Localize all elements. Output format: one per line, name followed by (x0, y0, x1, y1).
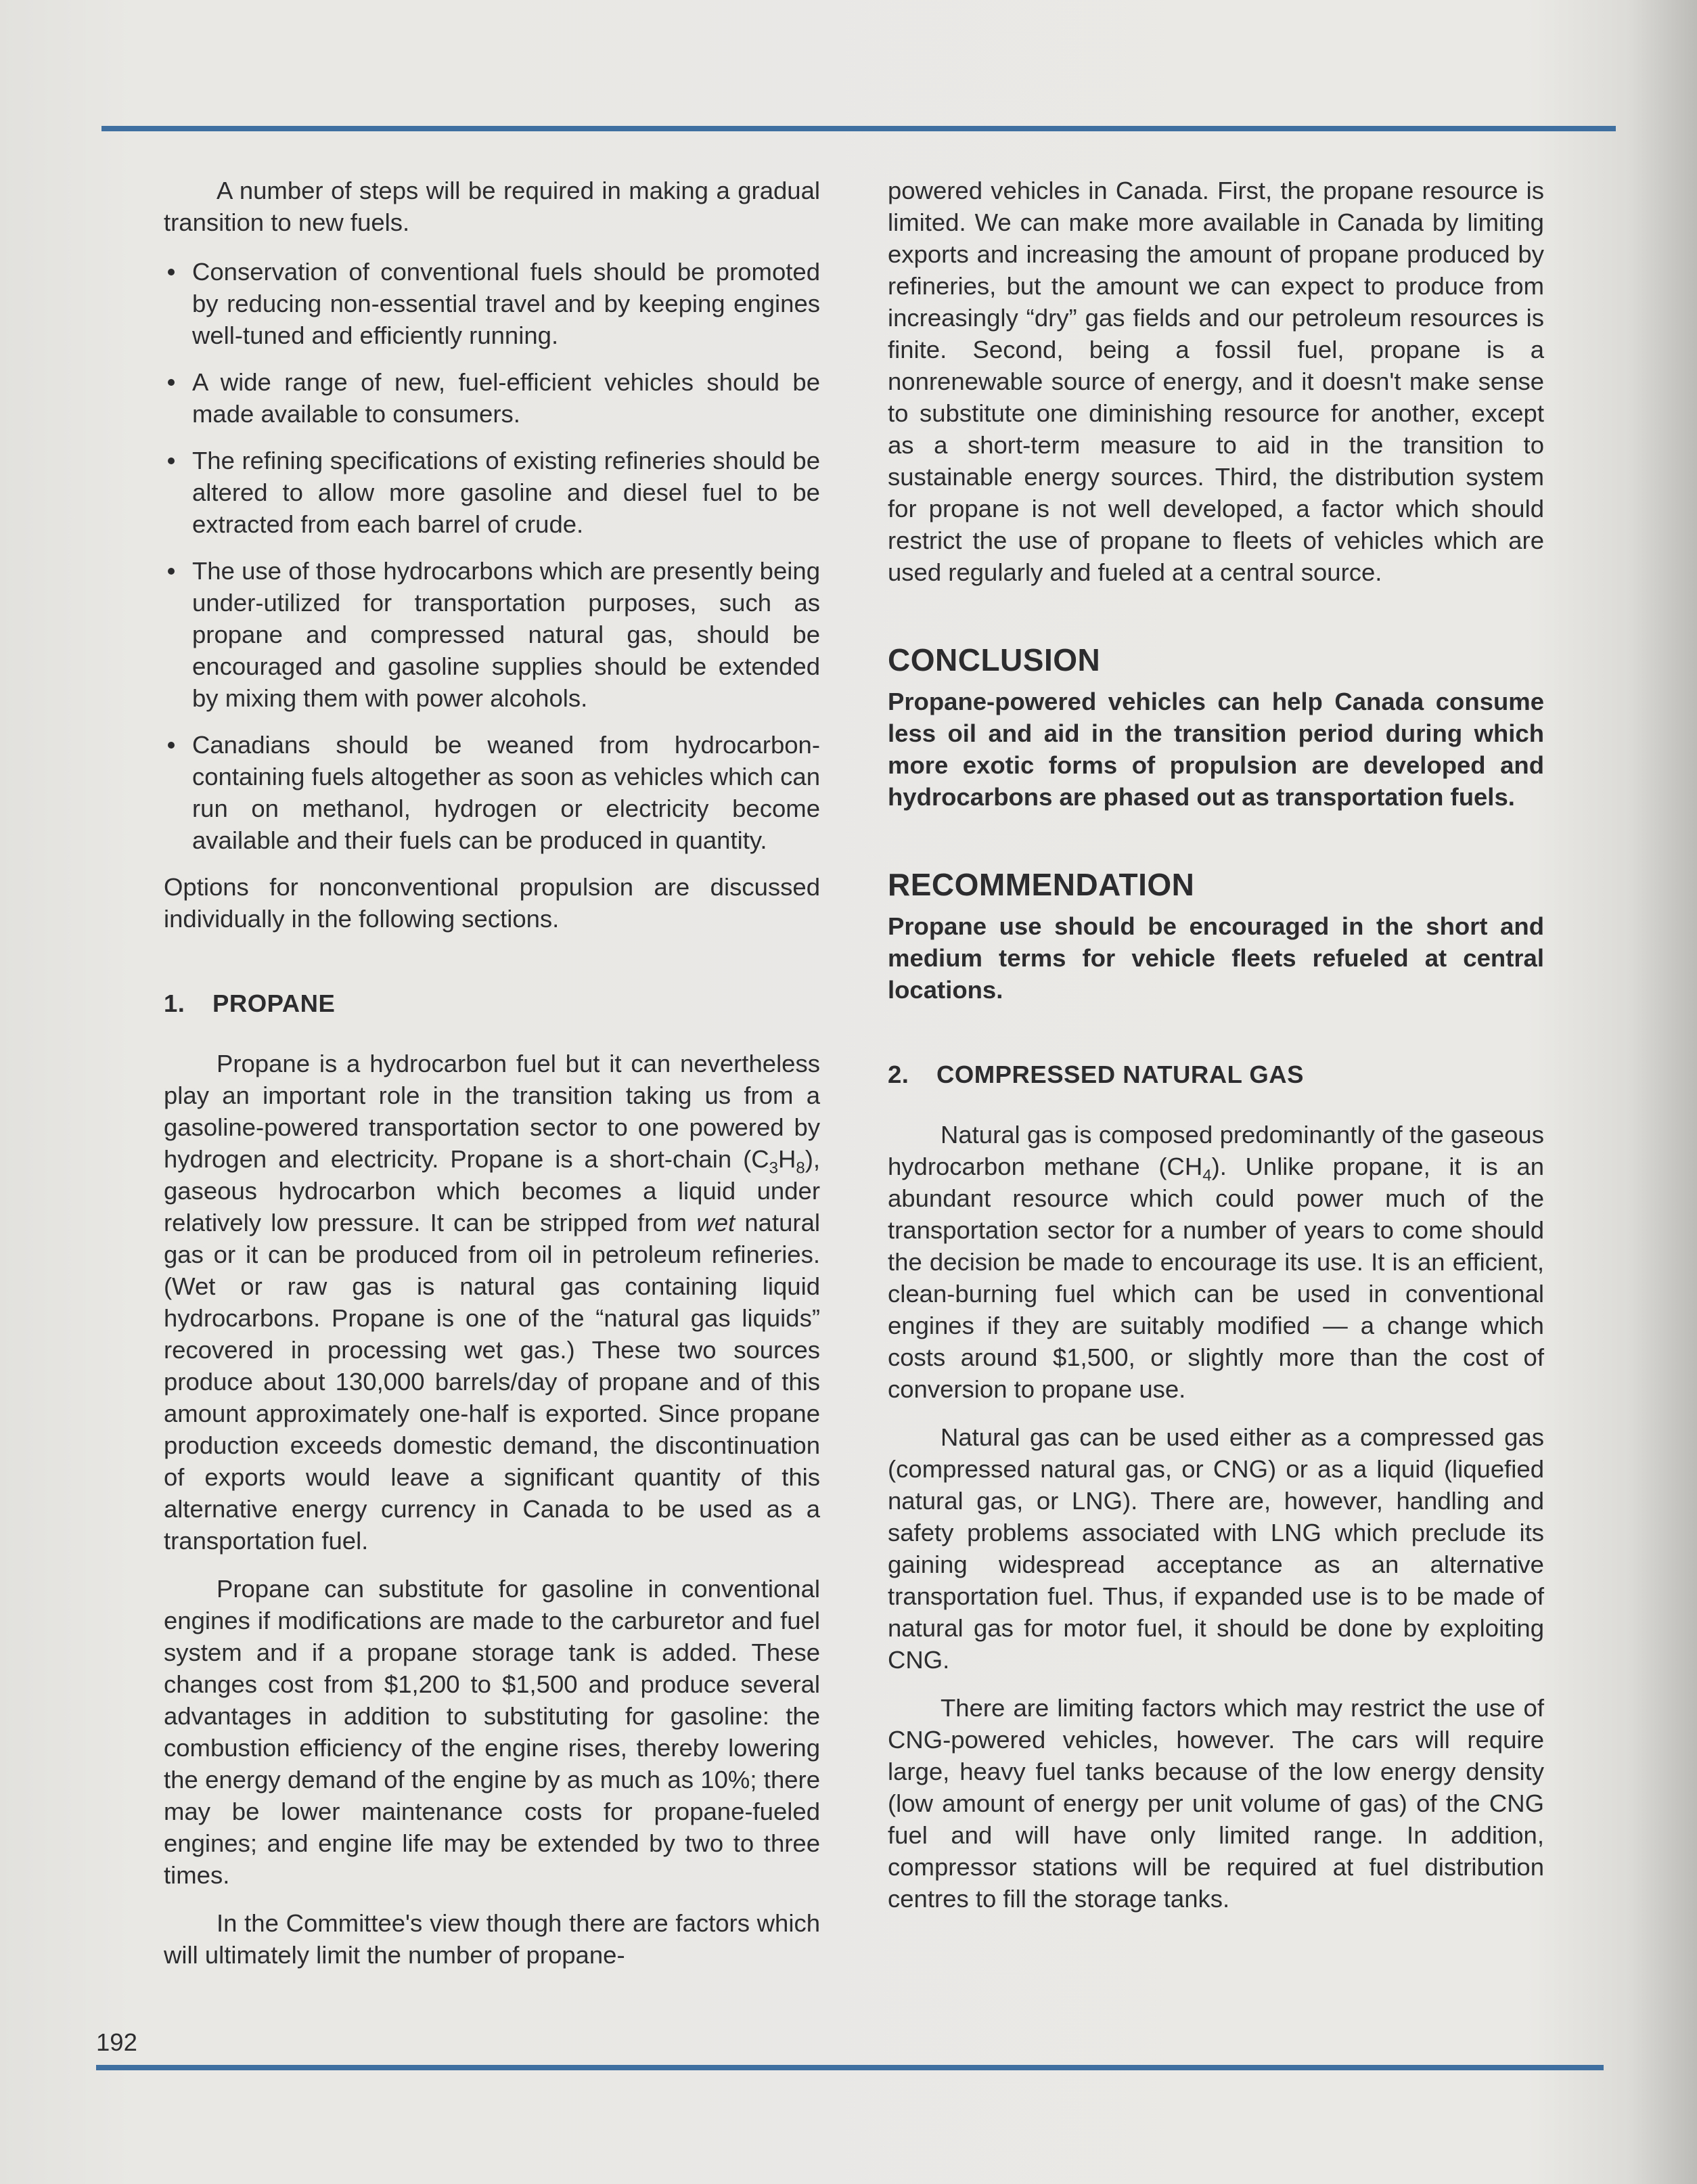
propane-paragraph-2: Propane can substitute for gasoline in conventional engines if modifications are made to the carburetor and fuel system and if a propane storage tank is added. These changes cost from $1,200 to $1,500 and produce several advantages in addition to substituting for gasoline: the combustion efficiency of the engine rises, thereby lowering the energy demand of the engine by as much as 10%; there may be lower maintenance costs for propane-fueled engines; and engine life may be extended by two to three times. (164, 1575, 820, 1889)
options-paragraph: Options for nonconventional propulsion are discussed individually in the following sections. (164, 873, 820, 933)
section-number: 1. (164, 989, 185, 1017)
list-item: The use of those hydrocarbons which are presently being under-utilized for transportation purposes, such as propane and compressed natural gas, should be encouraged and gasoline supplies should be extended by mixing them with power alcohols. (164, 555, 820, 714)
bullet-icon (168, 568, 175, 575)
list-item: Conservation of conventional fuels should be promoted by reducing non-essential travel and by keeping engines well-tuned and efficiently running. (164, 256, 820, 351)
page-number: 192 (96, 2028, 137, 2056)
conclusion-text: Propane-powered vehicles can help Canada consume less oil and aid in the transition period during which more exotic forms of propulsion are developed and hydrocarbons are phased out as transportation fuels. (888, 688, 1544, 811)
cng-paragraph-1: Natural gas is composed predominantly of the gaseous hydrocarbon methane $(CH_4)$. Unlike propane, it is an abundant resource which could power much of the transportation sector for a number of years to come should the decision be made to encourage its use. It is an efficient, clean-burning fuel which can be used in conventional engines if they are suitably modified — a change which costs around $1,500, or slightly more than the cost of conversion to propane use. (888, 1121, 1545, 1403)
intro-paragraph: A number of steps will be required in making a gradual transition to new fuels. (164, 177, 820, 236)
bullet-icon (168, 269, 175, 275)
steps-list (164, 256, 820, 856)
recommendation-heading: RECOMMENDATION (888, 867, 1195, 902)
top-rule (101, 126, 1616, 131)
cng-paragraph-2: Natural gas can be used either as a compressed gas (compressed natural gas, or CNG) or as a liquid (liquefied natural gas, or LNG). There are, however, handling and safety problems associated with LNG which preclude its gaining widespread acceptance as an alternative transportation fuel. Thus, if expanded use is to be made of natural gas for motor fuel, it should be done by exploiting CNG. (888, 1423, 1544, 1674)
list-item: A wide range of new, fuel-efficient vehicles should be made available to consumers. (164, 366, 820, 430)
list-item: Canadians should be weaned from hydrocarbon-containing fuels altogether as soon as vehicles which can run on methanol, hydrogen or electricity become available and their fuels can be produced in quantity. (164, 729, 820, 856)
bottom-rule (96, 2065, 1604, 2070)
propane-heading (164, 987, 820, 1019)
section-title: PROPANE (212, 989, 336, 1017)
cng-heading (888, 1058, 1544, 1090)
bullet-icon (168, 742, 175, 749)
bullet-icon (168, 379, 175, 386)
propane-paragraph-1: Propane is a hydrocarbon fuel but it can nevertheless play an important role in the transition taking us from a gasoline-powered transportation sector to one powered by hydrogen and electricity. Propane is a short-chain $(C_3H_8)$, gaseous hydrocarbon which becomes a liquid under relatively low pressure. It can be stripped from wet natural gas or it can be produced from oil in petroleum refineries. (Wet or raw gas is natural gas containing liquid hydrocarbons. Propane is one of the “natural gas liquids” recovered in processing wet gas.) These two sources produce about 130,000 barrels/day of propane and of this amount approximately one-half is exported. Since propane production exceeds domestic demand, the discontinuation of exports would leave a significant quantity of this alternative energy currency in Canada to be used as a transportation fuel. (164, 1050, 820, 1555)
conclusion-heading: CONCLUSION (888, 642, 1101, 677)
recommendation-text: Propane use should be encouraged in the short and medium terms for vehicle fleets refueled at central locations. (888, 912, 1544, 1004)
propane-paragraph-3: In the Committee's view though there are factors which will ultimately limit the number of propane- (164, 1909, 820, 1969)
left-column (164, 175, 820, 1971)
list-item: The refining specifications of existing refineries should be altered to allow more gasoline and diesel fuel to be extracted from each barrel of crude. (164, 445, 820, 540)
section-title: COMPRESSED NATURAL GAS (936, 1061, 1304, 1088)
section-number: 2. (888, 1061, 909, 1088)
bullet-icon (168, 458, 175, 464)
cng-paragraph-3: There are limiting factors which may restrict the use of CNG-powered vehicles, however. The cars will require large, heavy fuel tanks because of the low energy density (low amount of energy per unit volume of gas) of the CNG fuel and will have only limited range. In addition, compressor stations will be required at fuel distribution centres to fill the storage tanks. (888, 1694, 1544, 1913)
right-column (888, 175, 1544, 1915)
propane-continued-paragraph: powered vehicles in Canada. First, the propane resource is limited. We can make more available in Canada by limiting exports and increasing the amount of propane produced by refineries, but the amount we can expect to produce from increasingly “dry” gas fields and our petroleum resources is finite. Second, being a fossil fuel, propane is a nonrenewable source of energy, and it doesn't make sense to substitute one diminishing resource for another, except as a short-term measure to aid in the transition to sustainable energy sources. Third, the distribution system for propane is not well developed, a factor which should restrict the use of propane to fleets of vehicles which are used regularly and fueled at a central source. (888, 177, 1544, 586)
